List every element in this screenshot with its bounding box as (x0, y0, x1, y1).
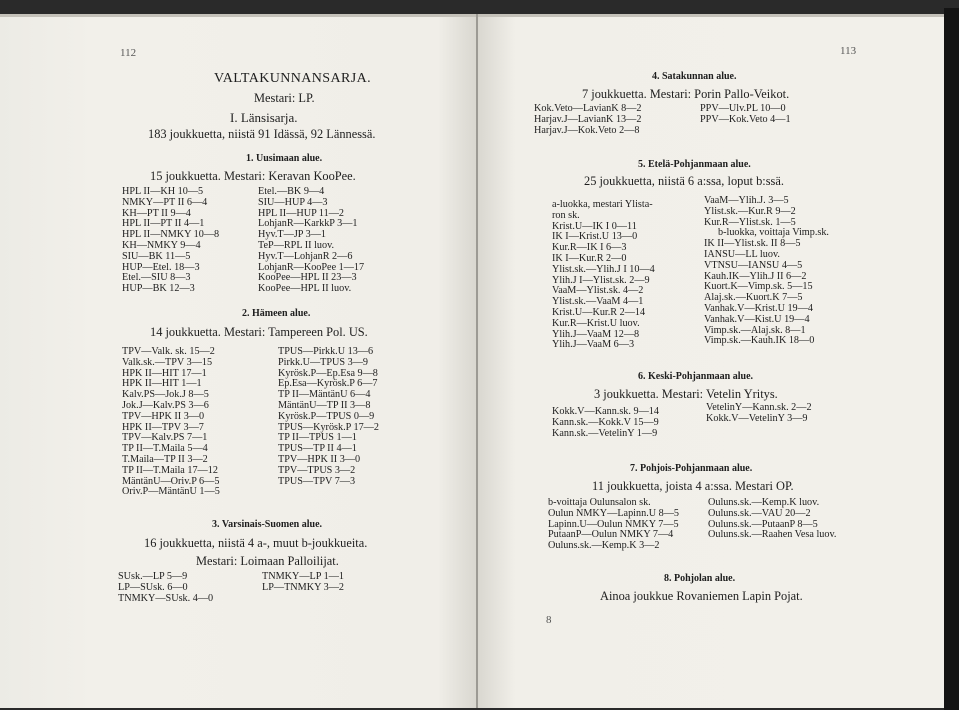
result-line: Kur.R—Krist.U luov. (552, 317, 640, 329)
result-line: HPL II—NMKY 10—8 (122, 229, 220, 241)
result-line: TP II—MäntänU 6—4 (278, 389, 371, 401)
results-column (122, 347, 220, 498)
page-number: 113 (840, 45, 857, 57)
result-line: Ylist.sk.—VaaM 4—1 (552, 296, 644, 308)
result-line: MäntänU—TP II 3—8 (278, 399, 371, 411)
result-line: IANSU—LL luov. (704, 248, 780, 260)
result-line: TNMKY—SUsk. 4—0 (118, 592, 214, 604)
result-line: Ouluns.sk.—Kemp.K luov. (708, 497, 820, 508)
section-summary: Ainoa joukkue Rovaniemen Lapin Pojat. (600, 589, 803, 603)
results-column (122, 187, 219, 295)
result-line: Jok.J—Kalv.PS 3—6 (122, 399, 209, 411)
page-edge-shadow (0, 14, 476, 17)
result-line: HPL II—HUP 11—2 (258, 207, 345, 219)
result-line: ron sk. (552, 209, 580, 221)
results-column (118, 572, 213, 604)
section-summary: 3 joukkuetta. Mestari: Vetelin Yritys. (594, 387, 778, 401)
result-line: Etel.—BK 9—4 (258, 186, 325, 197)
result-line: NMKY—PT II 6—4 (122, 196, 208, 208)
section-heading: 3. Varsinais-Suomen alue. (212, 519, 323, 530)
section-summary: 15 joukkuetta. Mestari: Keravan KooPee. (150, 169, 356, 183)
result-line: Etel.—SIU 8—3 (122, 272, 191, 284)
result-line: Kokk.V—VetelinY 3—9 (706, 412, 808, 424)
results-column (278, 347, 379, 487)
result-line: TPV—Kalv.PS 7—1 (122, 432, 208, 444)
result-line: Krist.U—Kur.R 2—14 (552, 306, 646, 318)
result-line: Kuort.K—Vimp.sk. 5—15 (704, 281, 813, 293)
result-line: Ouluns.sk.—Kemp.K 3—2 (548, 540, 660, 552)
footer-mark: 8 (546, 614, 552, 626)
result-line: TPV—TPUS 3—2 (278, 464, 356, 476)
result-line: b-luokka, voittaja Vimp.sk. (718, 227, 829, 239)
result-line: Pirkk.U—TPUS 3—9 (278, 356, 369, 368)
result-line: Kok.Veto—LavianK 8—2 (534, 103, 642, 114)
result-line: TP II—T.Maila 17—12 (122, 464, 218, 476)
section-summary: Mestari: Loimaan Palloilijat. (196, 554, 339, 568)
result-line: Ouluns.sk.—PutaanP 8—5 (708, 518, 818, 530)
result-line: HUP—Etel. 18—3 (122, 261, 200, 273)
result-line: IK I—Kur.R 2—0 (552, 252, 627, 264)
result-line: Kann.sk.—Kokk.V 15—9 (552, 416, 659, 428)
result-line: KooPee—HPL II 23—3 (258, 272, 357, 284)
result-line: HUP—BK 12—3 (122, 283, 195, 295)
page-edge-shadow (478, 14, 944, 17)
result-line: TP II—TPUS 1—1 (278, 432, 357, 444)
champion-line: Mestari: LP. (254, 91, 315, 105)
result-line: Kauh.IK—Ylih.J II 6—2 (704, 270, 807, 282)
results-column (708, 498, 836, 541)
result-line: Kalv.PS—Jok.J 8—5 (122, 389, 209, 401)
result-line: VaaM—Ylih.J. 3—5 (704, 195, 789, 206)
results-column (704, 196, 829, 347)
result-line: Hyv.T—JP 3—1 (258, 229, 327, 241)
result-line: LohjanR—KarkkP 3—1 (258, 218, 358, 230)
result-line: TeP—RPL II luov. (258, 239, 335, 251)
result-line: Krist.U—IK I 0—11 (552, 220, 637, 232)
page-number: 112 (120, 47, 137, 59)
result-line: Kyrösk.P—TPUS 0—9 (278, 410, 375, 422)
result-line: LohjanR—KooPee 1—17 (258, 261, 365, 273)
section-heading: 7. Pohjois-Pohjanmaan alue. (630, 463, 753, 474)
result-line: LP—SUsk. 6—0 (118, 581, 188, 593)
result-line: IK II—Ylist.sk. II 8—5 (704, 238, 801, 250)
result-line: SUsk.—LP 5—9 (118, 571, 188, 582)
result-line: Vanhak.V—Kist.U 19—4 (704, 313, 810, 325)
result-line: TPUS—TP II 4—1 (278, 443, 357, 455)
section-heading: 5. Etelä-Pohjanmaan alue. (638, 159, 751, 170)
result-line: Ylist.sk.—Kur.R 9—2 (704, 205, 796, 217)
results-column (534, 104, 642, 136)
result-line: Lapinn.U—Oulun NMKY 7—5 (548, 518, 679, 530)
left-page (0, 14, 476, 708)
result-line: HPK II—HIT 17—1 (122, 367, 207, 379)
result-line: a-luokka, mestari Ylista- (552, 199, 653, 210)
result-line: SIU—BK 11—5 (122, 250, 191, 262)
result-line: Oriv.P—MäntänU 1—5 (122, 486, 220, 498)
result-line: Vimp.sk.—Kauh.IK 18—0 (704, 335, 815, 347)
result-line: Vimp.sk.—Alaj.sk. 8—1 (704, 324, 806, 336)
result-line: KH—PT II 9—4 (122, 207, 191, 219)
result-line: VTNSU—IANSU 4—5 (704, 259, 803, 271)
result-line: TPUS—Pirkk.U 13—6 (278, 346, 374, 357)
section-heading: 6. Keski-Pohjanmaan alue. (638, 371, 754, 382)
result-line: TPUS—TPV 7—3 (278, 475, 356, 487)
result-line: Kokk.V—Kann.sk. 9—14 (552, 406, 659, 417)
result-line: PPV—Ulv.PL 10—0 (700, 103, 786, 114)
result-line: TPV—HPK II 3—0 (278, 453, 361, 465)
result-line: KooPee—HPL II luov. (258, 283, 352, 295)
result-line: HPK II—HIT 1—1 (122, 378, 202, 390)
result-line: VaaM—Ylist.sk. 4—2 (552, 285, 644, 297)
results-column (262, 572, 344, 594)
result-line: IK I—Krist.U 13—0 (552, 231, 638, 243)
result-line: T.Maila—TP II 3—2 (122, 453, 208, 465)
result-line: HPL II—PT II 4—1 (122, 218, 205, 230)
result-line: Harjav.J—Kok.Veto 2—8 (534, 124, 640, 136)
result-line: Ylih.J—VaaM 6—3 (552, 339, 635, 351)
result-line: b-voittaja Oulunsalon sk. (548, 497, 651, 508)
result-line: Kur.R—Ylist.sk. 1—5 (704, 216, 796, 228)
region-heading: I. Länsisarja. (230, 110, 298, 125)
result-line: Hyv.T—LohjanR 2—6 (258, 250, 353, 262)
section-heading: 2. Hämeen alue. (242, 308, 311, 319)
result-line: SIU—HUP 4—3 (258, 196, 328, 208)
section-summary: 16 joukkuetta, niistä 4 a-, muut b-joukkueita. (144, 536, 368, 550)
result-line: Oulun NMKY—Lapinn.U 8—5 (548, 507, 680, 519)
results-column (258, 187, 364, 295)
result-line: Ylih.J—VaaM 12—8 (552, 328, 640, 340)
result-line: VetelinY—Kann.sk. 2—2 (706, 402, 812, 413)
scan-edge (944, 8, 959, 710)
result-line: PutaanP—Oulun NMKY 7—4 (548, 529, 674, 541)
result-line: LP—TNMKY 3—2 (262, 581, 344, 593)
region-summary: 183 joukkuetta, niistä 91 Idässä, 92 Lännessä. (148, 127, 376, 141)
result-line: Ouluns.sk.—VAU 20—2 (708, 507, 811, 519)
section-summary: 25 joukkuetta, niistä 6 a:ssa, loput b:ssä. (584, 174, 784, 188)
results-column (706, 403, 812, 425)
section-heading: 8. Pohjolan alue. (664, 573, 736, 584)
section-heading: 1. Uusimaan alue. (246, 153, 323, 164)
results-column (552, 200, 655, 351)
result-line: TPV—Valk. sk. 15—2 (122, 346, 215, 357)
result-line: HPL II—KH 10—5 (122, 186, 204, 197)
result-line: Kur.R—IK I 6—3 (552, 242, 627, 254)
result-line: Ouluns.sk.—Raahen Vesa luov. (708, 529, 837, 541)
result-line: KH—NMKY 9—4 (122, 239, 201, 251)
section-summary: 14 joukkuetta. Mestari: Tampereen Pol. US. (150, 325, 368, 339)
result-line: Alaj.sk.—Kuort.K 7—5 (704, 292, 803, 304)
section-summary: 11 joukkuetta, joista 4 a:ssa. Mestari OP. (592, 479, 794, 493)
result-line: TP II—T.Maila 5—4 (122, 443, 208, 455)
right-page (478, 14, 944, 708)
result-line: MäntänU—Oriv.P 6—5 (122, 475, 220, 487)
result-line: Kyrösk.P—Ep.Esa 9—8 (278, 367, 378, 379)
result-line: TNMKY—LP 1—1 (262, 571, 344, 582)
result-line: Ylist.sk.—Ylih.J I 10—4 (552, 263, 655, 275)
section-heading: 4. Satakunnan alue. (652, 71, 737, 82)
results-column (552, 407, 659, 439)
results-column (548, 498, 679, 552)
result-line: Ep.Esa—Kyrösk.P 6—7 (278, 378, 378, 390)
result-line: HPK II—TPV 3—7 (122, 421, 204, 433)
result-line: PPV—Kok.Veto 4—1 (700, 113, 791, 125)
section-summary: 7 joukkuetta. Mestari: Porin Pallo-Veikot. (582, 87, 790, 101)
result-line: Kann.sk.—VetelinY 1—9 (552, 427, 658, 439)
result-line: TPV—HPK II 3—0 (122, 410, 205, 422)
page-title: VALTAKUNNANSARJA. (214, 71, 371, 86)
result-line: Valk.sk.—TPV 3—15 (122, 356, 213, 368)
result-line: TPUS—Kyrösk.P 17—2 (278, 421, 379, 433)
result-line: Harjav.J—LavianK 13—2 (534, 113, 642, 125)
result-line: Vanhak.V—Krist.U 19—4 (704, 302, 813, 314)
result-line: Ylih.J I—Ylist.sk. 2—9 (552, 274, 650, 286)
results-column (700, 104, 791, 126)
